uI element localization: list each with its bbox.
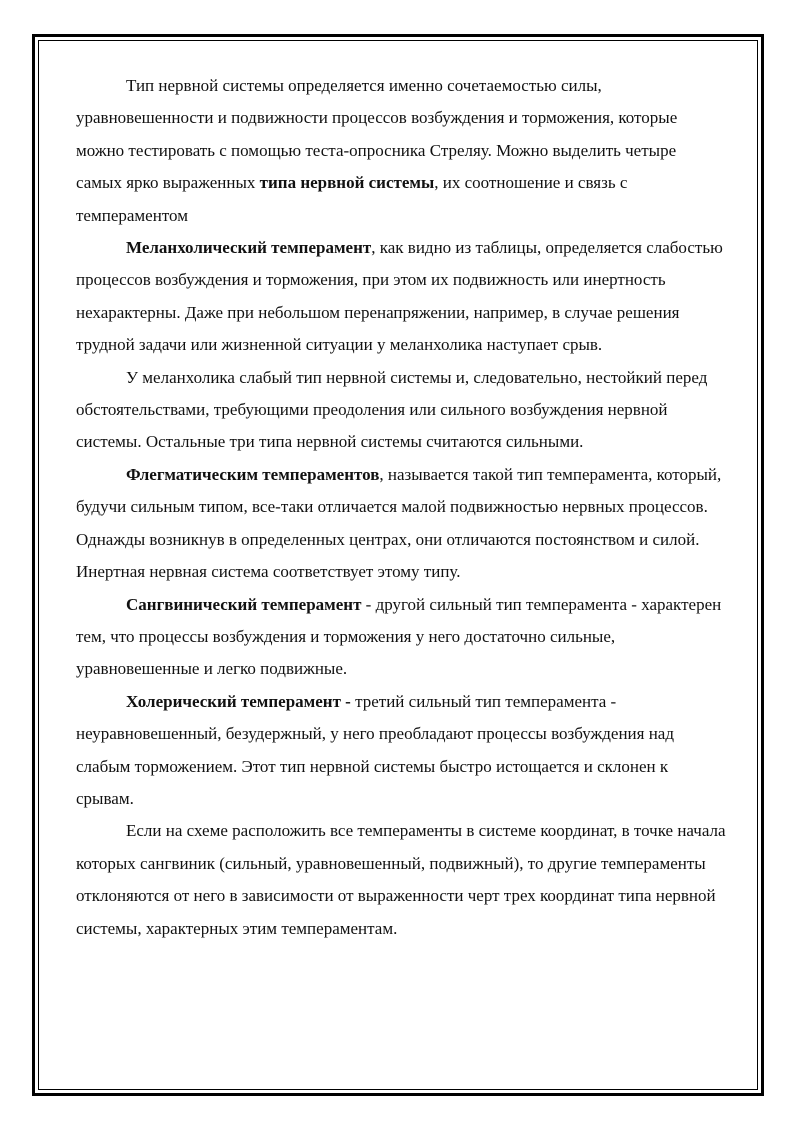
paragraph-1-rest: , их соотношение и связь с темпераментом — [76, 173, 628, 225]
choleric-term: Холерический темперамент - — [126, 691, 351, 711]
sanguine-description: - другой сильный тип темперамента - характерен тем, что процессы возбуждения и торможения у него достаточно сильные, уравновешенные и легко подвижные. — [76, 594, 722, 679]
paragraph-melancholic — [76, 232, 726, 362]
paragraph-sanguine — [76, 589, 726, 686]
paragraph-melancholic-weak-type — [76, 362, 726, 459]
paragraph-1-bold-term: типа нервной системы — [259, 173, 435, 193]
phlegmatic-term: Флегматическим темпераментов — [126, 464, 380, 484]
melancholic-term: Меланхолический темперамент — [126, 238, 372, 258]
phlegmatic-description: , называется такой тип темперамента, который, будучи сильным типом, все-таки отличается малой подвижностью нервных процессов. Однажды возникнув в определенных центрах, они отличаются постоянством и силой. Инертная нервная система соответствует этому типу. — [76, 464, 722, 582]
sanguine-term: Сангвинический темперамент — [126, 594, 362, 614]
melancholic-description: , как видно из таблицы, определяется слабостью процессов возбуждения и торможения, при этом их подвижность или инертность нехарактерны. Даже при небольшом перенапряжении, например, в случае решения трудной задачи или жизненной ситуации у меланхолика наступает срыв. — [76, 238, 723, 355]
paragraph-choleric — [76, 686, 726, 816]
paragraph-nervous-system-types — [76, 70, 726, 232]
document-body — [76, 70, 726, 945]
paragraph-1-intro: Тип нервной системы определяется именно сочетаемостью силы, уравновешенности и подвижности процессов возбуждения и торможения, которые можно тестировать с помощью теста-опросника Стреляу. Можно выделить четыре самых ярко выраженных — [76, 76, 678, 193]
paragraph-coordinate-scheme — [76, 815, 726, 945]
choleric-description: третий сильный тип темперамента - неуравновешенный, безудержный, у него преобладают процессы возбуждения над слабым торможением. Этот тип нервной системы быстро истощается и склонен к срывам. — [76, 691, 675, 808]
paragraph-7-text: Если на схеме расположить все темпераменты в системе координат, в точке начала которых сангвиник (сильный, уравновешенный, подвижный), то другие темпераменты отклоняются от него в зависимости от выраженности черт трех координат типа нервной системы, характерных этим темпераментам. — [76, 821, 726, 938]
paragraph-3-text: У меланхолика слабый тип нервной системы и, следовательно, нестойкий перед обстоятельствами, требующими преодоления или сильного возбуждения нервной системы. Остальные три типа нервной системы считаются сильными. — [76, 367, 708, 452]
paragraph-phlegmatic — [76, 459, 726, 589]
